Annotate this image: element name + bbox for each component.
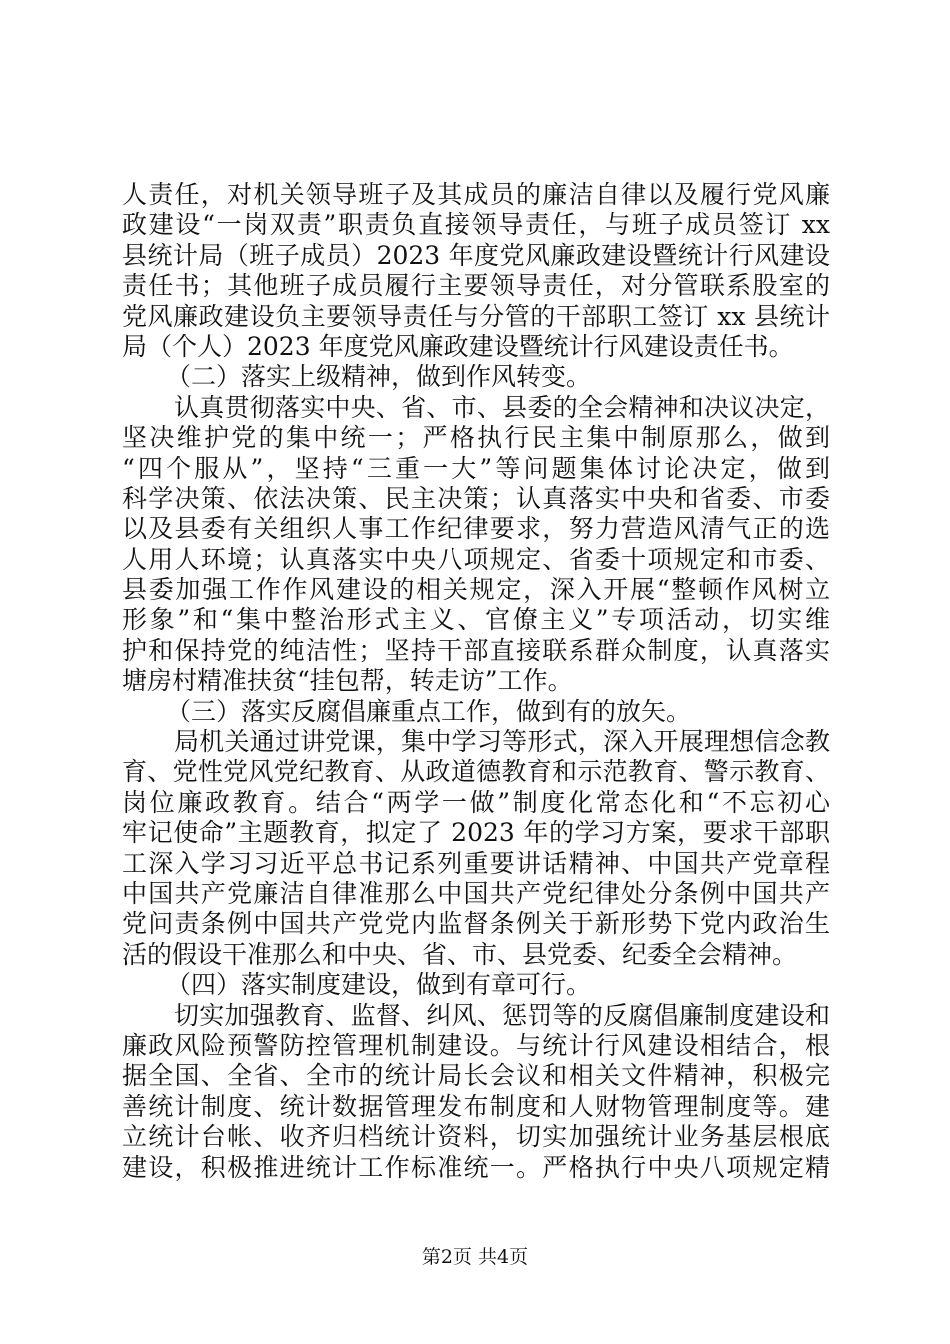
page-number-footer: 第2页 共4页 bbox=[421, 1246, 529, 1268]
text-line: 坚决维护党的集中统一；严格执行民主集中制原那么，做到 bbox=[122, 423, 830, 453]
text-line: 立统计台帐、收齐归档统计资料，切实加强统计业务基层根底 bbox=[122, 1122, 830, 1152]
text-line: 工深入学习习近平总书记系列重要讲话精神、中国共产党章程 bbox=[122, 848, 830, 878]
text-line: 善统计制度、统计数据管理发布制度和人财物管理制度等。建 bbox=[122, 1091, 830, 1121]
text-line: 党问责条例中国共产党党内监督条例关于新形势下党内政治生 bbox=[122, 909, 830, 939]
text-line: 据全国、全省、全市的统计局长会议和相关文件精神，积极完 bbox=[122, 1061, 830, 1091]
text-line: 建设，积极推进统计工作标准统一。严格执行中央八项规定精 bbox=[122, 1152, 830, 1182]
paragraph-system-building bbox=[122, 1001, 830, 1183]
text-line: 局机关通过讲党课，集中学习等形式，深入开展理想信念教 bbox=[174, 727, 830, 757]
text-line: 中国共产党廉洁自律准那么中国共产党纪律处分条例中国共产 bbox=[122, 878, 830, 908]
text-line: 育、党性党风党纪教育、从政道德教育和示范教育、警示教育、 bbox=[122, 757, 830, 787]
paragraph-superior-spirit bbox=[122, 393, 830, 697]
text-line: 局（个人）2023 年度党风廉政建设暨统计行风建设责任书。 bbox=[122, 331, 794, 361]
document-body bbox=[122, 180, 830, 1183]
text-line: 科学决策、依法决策、民主决策；认真落实中央和省委、市委 bbox=[122, 483, 830, 513]
text-line: 护和保持党的纯洁性；坚持干部直接联系群众制度，认真落实 bbox=[122, 635, 830, 665]
text-line: 廉政风险预警防控管理机制建设。与统计行风建设相结合，根 bbox=[122, 1030, 830, 1060]
text-line: 人责任，对机关领导班子及其成员的廉洁自律以及履行党风廉 bbox=[122, 180, 830, 209]
text-line: 认真贯彻落实中央、省、市、县委的全会精神和决议决定， bbox=[174, 392, 830, 422]
text-line: 塘房村精准扶贫“挂包帮，转走访”工作。 bbox=[122, 666, 573, 696]
text-line: 以及县委有关组织人事工作纪律要求，努力营造风清气正的选 bbox=[122, 514, 830, 544]
paragraph-anti-corruption bbox=[122, 727, 830, 970]
paragraph-responsibility bbox=[122, 180, 830, 362]
text-line: 人用人环境；认真落实中央八项规定、省委十项规定和市委、 bbox=[122, 544, 830, 574]
text-line: 县统计局（班子成员）2023 年度党风廉政建设暨统计行风建设 bbox=[122, 240, 830, 270]
text-line: “四个服从”，坚持“三重一大”等问题集体讨论决定，做到 bbox=[122, 453, 830, 483]
section-heading-3: （三）落实反腐倡廉重点工作，做到有的放矢。 bbox=[166, 696, 692, 726]
text-line: 牢记使命”主题教育，拟定了 2023 年的学习方案，要求干部职 bbox=[122, 818, 830, 848]
text-line: 切实加强教育、监督、纠风、惩罚等的反腐倡廉制度建设和 bbox=[174, 1000, 830, 1030]
text-line: 县委加强工作作风建设的相关规定，深入开展“整顿作风树立 bbox=[122, 575, 830, 605]
text-line: 活的假设干准那么和中央、省、市、县党委、纪委全会精神。 bbox=[122, 939, 798, 969]
section-heading-2: （二）落实上级精神，做到作风转变。 bbox=[166, 362, 592, 392]
text-line: 形象”和“集中整治形式主义、官僚主义”专项活动，切实维 bbox=[122, 605, 830, 635]
section-heading-4: （四）落实制度建设，做到有章可行。 bbox=[166, 970, 592, 1000]
text-line: 岗位廉政教育。结合“两学一做”制度化常态化和“不忘初心 bbox=[122, 787, 830, 817]
text-line: 党风廉政建设负主要领导责任与分管的干部职工签订 xx 县统计 bbox=[122, 301, 830, 331]
text-line: 责任书；其他班子成员履行主要领导责任，对分管联系股室的 bbox=[122, 271, 830, 301]
text-line: 政建设“一岗双责”职责负直接领导责任，与班子成员签订 xx bbox=[122, 210, 830, 240]
